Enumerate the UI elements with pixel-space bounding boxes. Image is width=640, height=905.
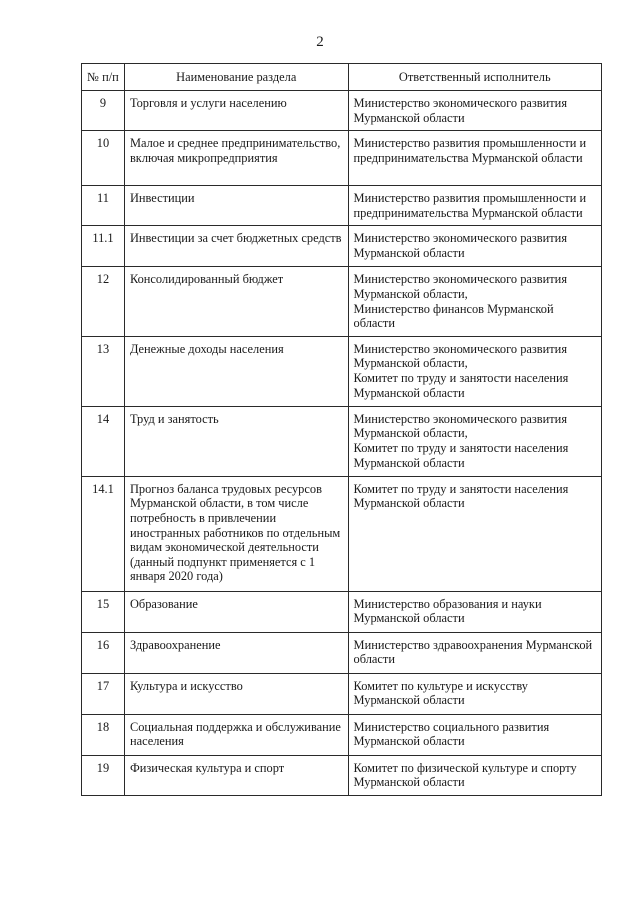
- executor-line: Министерство экономического развития Мурманской области: [353, 231, 568, 260]
- executor-line: Министерство экономического развития Мурманской области,: [353, 272, 568, 301]
- table-header-row: [82, 64, 602, 91]
- table-row: [82, 632, 602, 673]
- header-executor: Ответственный исполнитель: [348, 64, 601, 91]
- row-executor: [348, 406, 601, 476]
- row-section-name: Инвестиции: [124, 186, 348, 226]
- row-executor: [348, 267, 601, 336]
- row-section-name: Торговля и услуги населению: [124, 91, 348, 131]
- row-number: 13: [82, 336, 125, 406]
- row-executor: [348, 632, 601, 673]
- row-section-name: Культура и искусство: [124, 673, 348, 714]
- table-row: [82, 476, 602, 591]
- row-section-name: Образование: [124, 591, 348, 632]
- row-section-name: Труд и занятость: [124, 406, 348, 476]
- table-row: [82, 186, 602, 226]
- row-number: 16: [82, 632, 125, 673]
- row-executor: [348, 755, 601, 795]
- row-number: 9: [82, 91, 125, 131]
- row-number: 11: [82, 186, 125, 226]
- executor-line: Министерство экономического развития Мурманской области: [353, 96, 568, 125]
- table-row: [82, 267, 602, 336]
- row-section-name: Прогноз баланса трудовых ресурсов Мурманской области, в том числе потребность в привлечении иностранных работников по отдельным видам экономической деятельности (данный подпункт применяется с 1 января 2020 года): [124, 476, 348, 591]
- page-number: 2: [316, 34, 324, 50]
- executor-line: Комитет по культуре и искусству Мурманской области: [353, 678, 529, 708]
- table-row: [82, 755, 602, 795]
- row-executor: [348, 91, 601, 131]
- row-executor: [348, 591, 601, 632]
- row-executor: [348, 714, 601, 755]
- row-section-name: Социальная поддержка и обслуживание населения: [124, 714, 348, 755]
- executor-line: Министерство развития промышленности и предпринимательства Мурманской области: [353, 191, 587, 220]
- table-row: [82, 406, 602, 476]
- sections-table: [81, 63, 602, 796]
- row-section-name: Инвестиции за счет бюджетных средств: [124, 226, 348, 267]
- table-row: [82, 91, 602, 131]
- row-executor: [348, 186, 601, 226]
- row-number: 12: [82, 267, 125, 336]
- row-number: 19: [82, 755, 125, 795]
- row-section-name: Денежные доходы населения: [124, 336, 348, 406]
- table-row: [82, 714, 602, 755]
- table-row: [82, 226, 602, 267]
- table-row: [82, 131, 602, 186]
- row-executor: [348, 476, 601, 591]
- row-number: 18: [82, 714, 125, 755]
- executor-line: Министерство здравоохранения Мурманской области: [353, 637, 593, 667]
- row-section-name: Консолидированный бюджет: [124, 267, 348, 336]
- row-number: 14.1: [82, 476, 125, 591]
- row-section-name: Физическая культура и спорт: [124, 755, 348, 795]
- row-number: 10: [82, 131, 125, 186]
- table-row: [82, 591, 602, 632]
- row-number: 11.1: [82, 226, 125, 267]
- row-number: 15: [82, 591, 125, 632]
- table-row: [82, 336, 602, 406]
- row-number: 17: [82, 673, 125, 714]
- header-section: Наименование раздела: [124, 64, 348, 91]
- executor-line: Министерство социального развития Мурманской области: [353, 719, 550, 749]
- executor-line: Министерство развития промышленности и предпринимательства Мурманской области: [353, 136, 587, 165]
- executor-line: Комитет по труду и занятости населения Мурманской области: [353, 481, 569, 511]
- executor-line: Комитет по труду и занятости населения Мурманской области: [353, 440, 569, 470]
- row-executor: [348, 673, 601, 714]
- executor-line: Министерство экономического развития Мурманской области,: [353, 411, 568, 441]
- row-section-name: Здравоохранение: [124, 632, 348, 673]
- executor-line: Министерство финансов Мурманской области: [353, 301, 554, 331]
- row-section-name: Малое и среднее предпринимательство, включая микропредприятия: [124, 131, 348, 186]
- row-executor: [348, 131, 601, 186]
- row-executor: [348, 226, 601, 267]
- executor-line: Комитет по физической культуре и спорту Мурманской области: [353, 760, 577, 790]
- table-row: [82, 673, 602, 714]
- executor-line: Комитет по труду и занятости населения Мурманской области: [353, 370, 569, 400]
- row-executor: [348, 336, 601, 406]
- row-number: 14: [82, 406, 125, 476]
- header-number: № п/п: [82, 64, 125, 91]
- executor-line: Министерство образования и науки Мурманской области: [353, 596, 542, 626]
- executor-line: Министерство экономического развития Мурманской области,: [353, 341, 568, 371]
